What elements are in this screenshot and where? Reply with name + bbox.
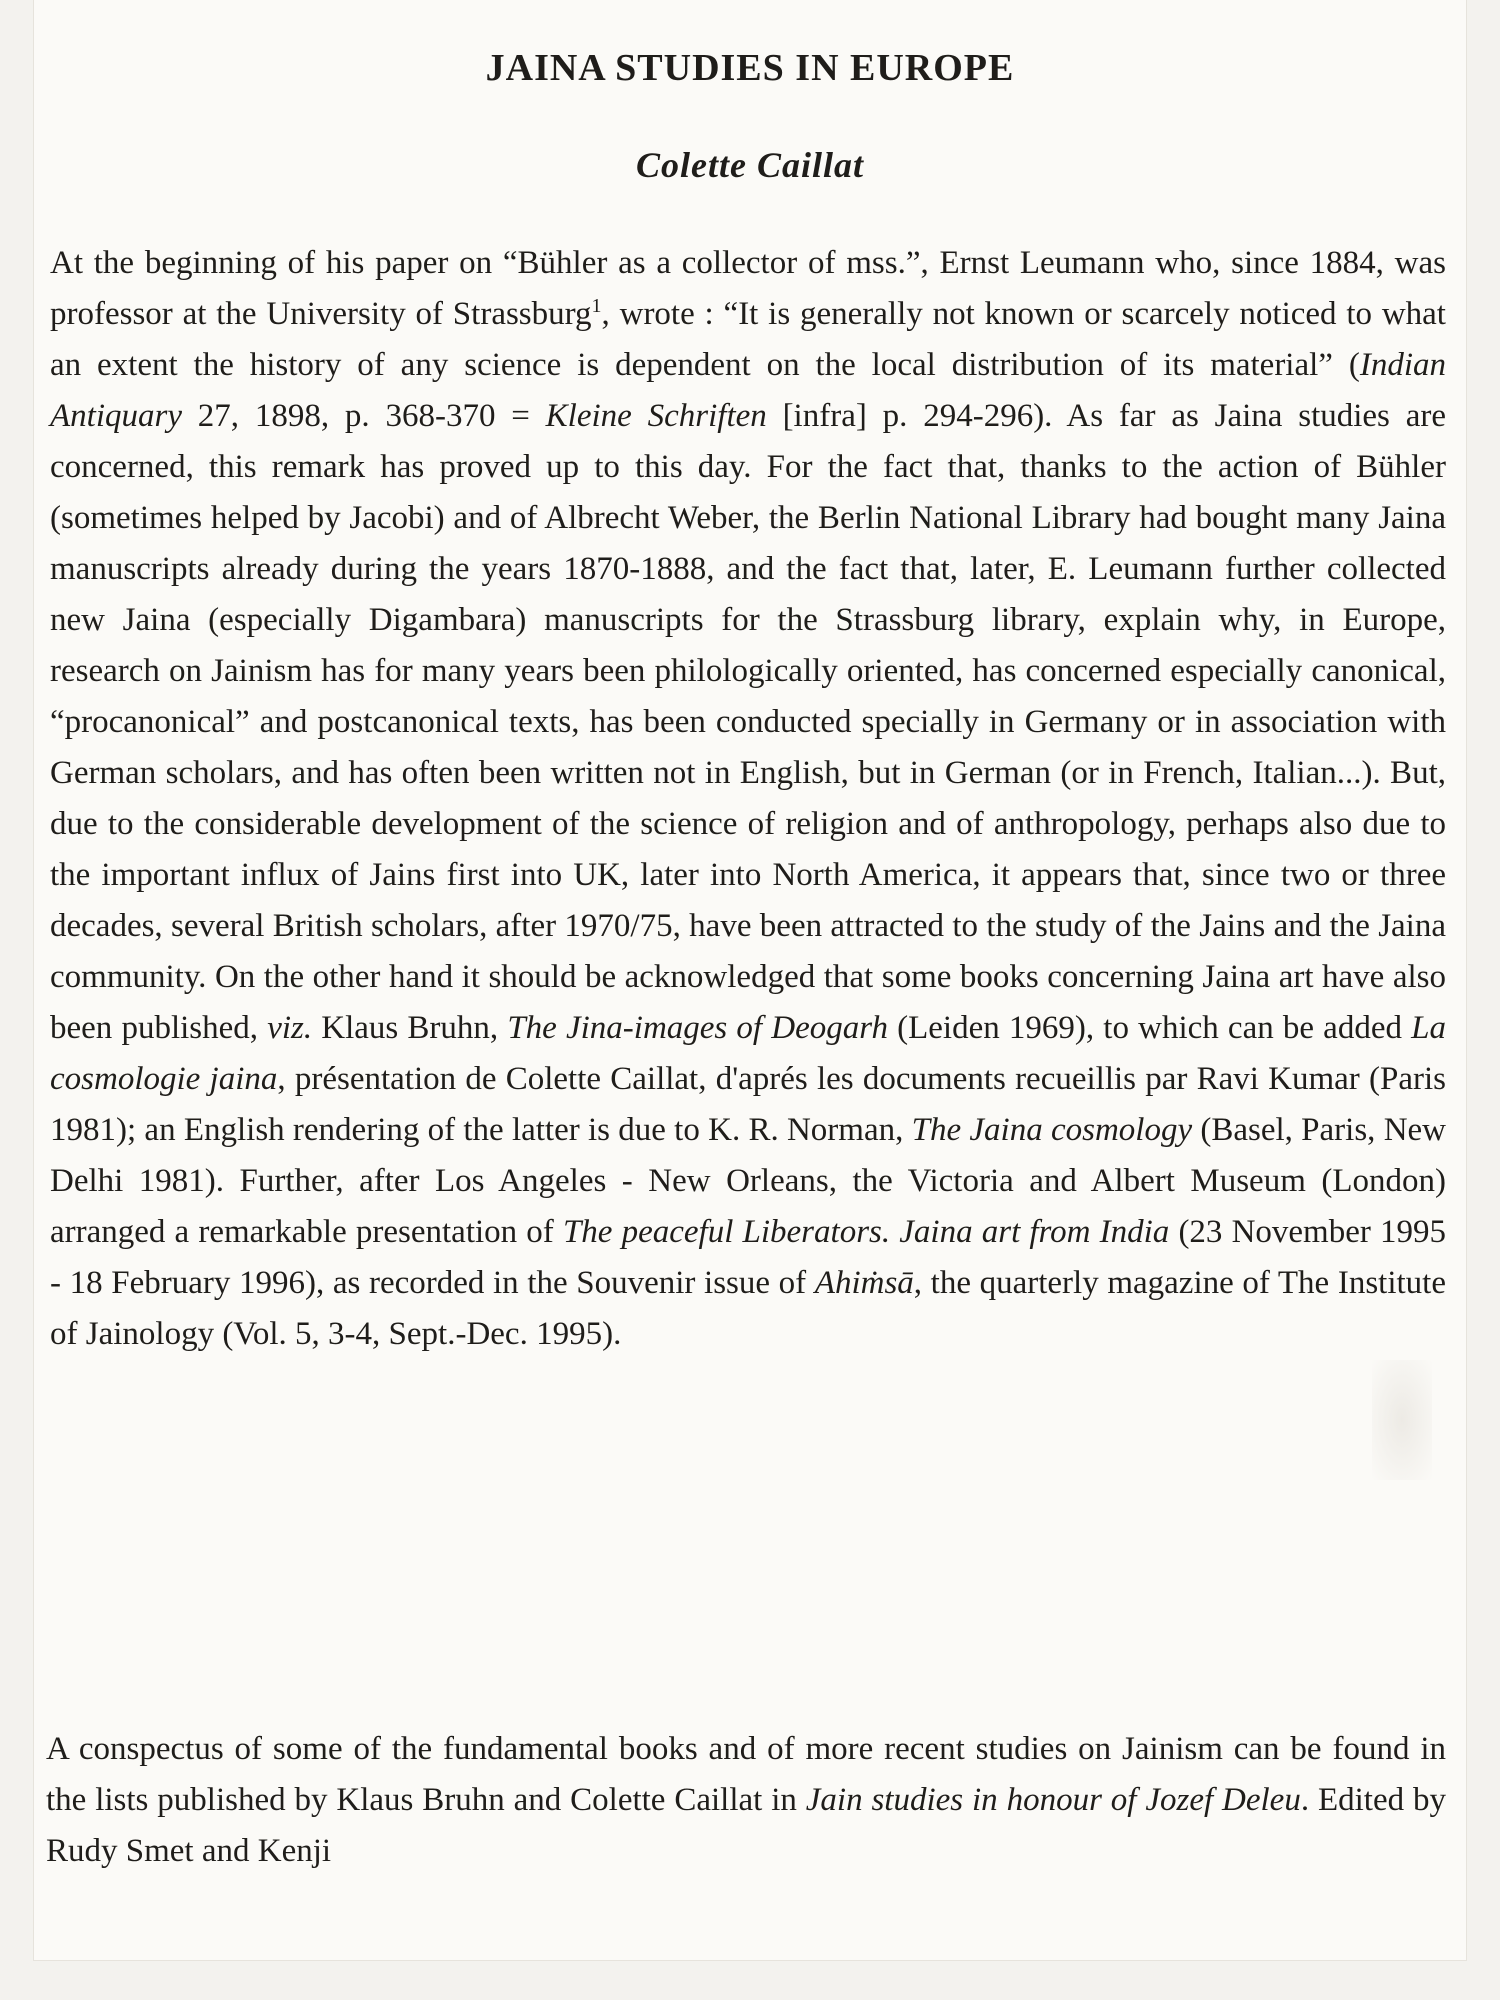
document-page <box>34 0 1466 1960</box>
text-run: . Edited by Rudy Smet and Kenji <box>46 1782 1446 1869</box>
text-run: 27, 1898, p. 368-370 = <box>181 398 546 434</box>
text-run: , wrote : “It is generally not known or scarcely noticed to what an extent the history of any science is dependent on the local distribution of its material” ( <box>50 296 1446 383</box>
italic-text: Kleine Schriften <box>545 398 767 434</box>
italic-text: Ahiṁsā <box>814 1265 914 1301</box>
italic-text: viz. <box>267 1010 313 1046</box>
italic-text: Jain studies in honour of Jozef Deleu <box>805 1782 1301 1818</box>
footnote-marker: 1 <box>591 295 602 317</box>
paragraph-2 <box>46 1724 1446 1877</box>
italic-text: Indian Antiquary <box>50 347 1446 434</box>
text-run: A conspectus of some of the fundamental books and of more recent studies on Jainism can be found in the lists published by Klaus Bruhn and Colette Caillat in <box>46 1731 1446 1818</box>
paper-stain <box>1372 1360 1432 1480</box>
text-run: , présentation de Colette Caillat, d'aprés les documents recueillis par Ravi Kumar (Paris 1981); an English rendering of the latter is due to K. R. Norman, <box>50 1061 1446 1148</box>
text-run: At the beginning of his paper on “Bühler as a collector of mss.”, Ernst Leumann who, since 1884, was professor at the University of Strassburg <box>50 245 1446 332</box>
italic-text: The Jina-images of Deogarh <box>507 1010 888 1046</box>
text-run: (Basel, Paris, New Delhi 1981). Further, after Los Angeles - New Orleans, the Victoria and Albert Museum (London) arranged a remarkable presentation of <box>50 1112 1447 1250</box>
italic-text: The peaceful Liberators. Jaina art from India <box>562 1214 1170 1250</box>
italic-text: The Jaina cosmology <box>911 1112 1193 1148</box>
article-title: JAINA STUDIES IN EUROPE <box>485 47 1015 89</box>
text-run: (Leiden 1969), to which can be added <box>887 1010 1412 1046</box>
text-run: , the quarterly magazine of The Institute of Jainology (Vol. 5, 3-4, Sept.-Dec. 1995). <box>50 1265 1446 1352</box>
article-author: Colette Caillat <box>636 145 864 185</box>
article-body-continued <box>46 1724 1446 1877</box>
text-run: Klaus Bruhn, <box>312 1010 508 1046</box>
article-body <box>50 238 1446 1360</box>
text-run: [infra] p. 294-296). As far as Jaina studies are concerned, this remark has proved up to this day. For the fact that, thanks to the action of Bühler (sometimes helped by Jacobi) and of Albrecht Weber, the Berlin National Library had bought many Jaina manuscripts already during the years 1870-1888, and the fact that, later, E. Leumann further collected new Jaina (especially Digambara) manuscripts for the Strassburg library, explain why, in Europe, research on Jainism has for many years been philologically oriented, has concerned especially canonical, “procanonical” and postcanonical texts, has been conducted specially in Germany or in association with German scholars, and has often been written not in English, but in German (or in French, Italian...). But, due to the considerable development of the science of religion and of anthropology, perhaps also due to the important influx of Jains first into UK, later into North America, it appears that, since two or three decades, several British scholars, after 1970/75, have been attracted to the study of the Jains and the Jaina community. On the other hand it should be acknowledged that some books concerning Jaina art have also been published, <box>50 398 1446 1046</box>
text-run: (23 November 1995 - 18 February 1996), as recorded in the Souvenir issue of <box>50 1214 1446 1301</box>
paragraph-1 <box>50 238 1446 1360</box>
italic-text: La cosmologie jaina <box>50 1010 1446 1097</box>
